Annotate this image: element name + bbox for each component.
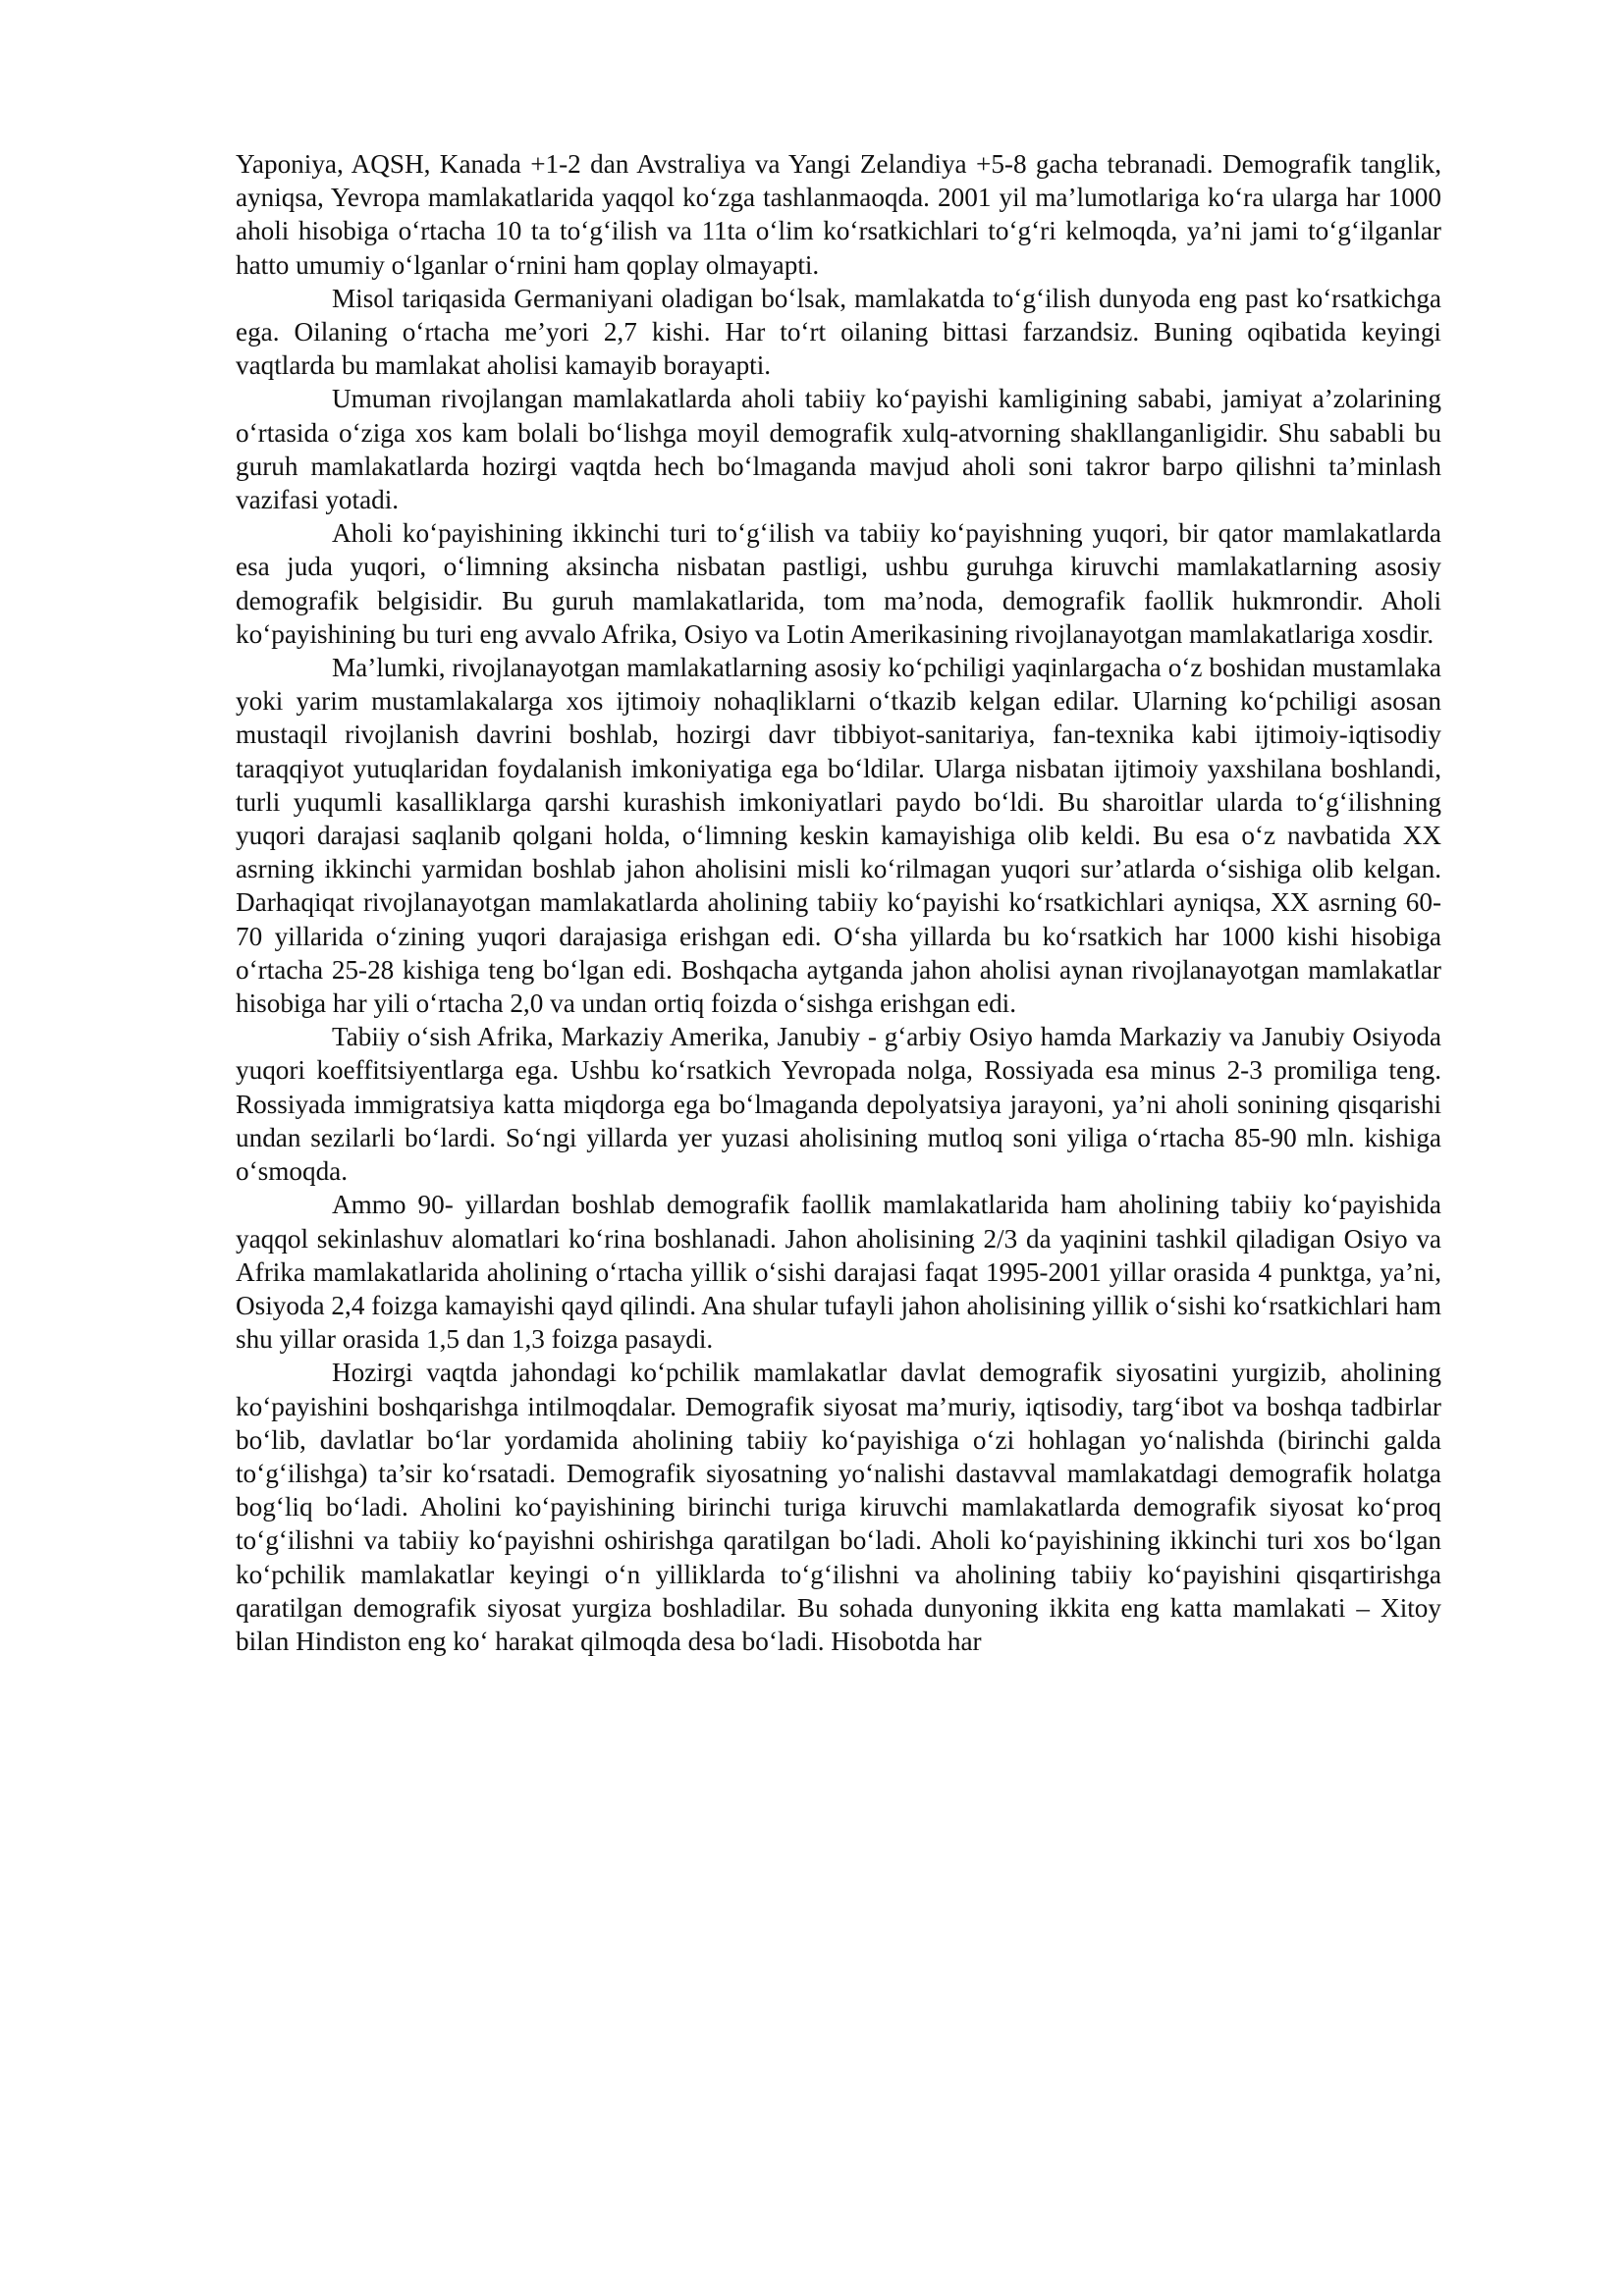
paragraph-6: Tabiiy o‘sish Afrika, Markaziy Amerika, Janubiy - g‘arbiy Osiyo hamda Markaziy va Janubiy Osiyoda yuqori koeffitsiyentlarga ega. Ushbu ko‘rsatkich Yevropada nolga, Rossiyada esa minus 2-3 promiliga teng. Rossiyada immigratsiya katta miqdorga ega bo‘lmaganda depolyatsiya jarayoni, ya’ni aholi sonining qisqarishi undan sezilarli bo‘lardi. So‘ngi yillarda yer yuzasi aholisining mutloq soni yiliga o‘rtacha 85-90 mln. kishiga o‘smoqda. (236, 1022, 1441, 1187)
paragraph-7: Ammo 90- yillardan boshlab demografik faollik mamlakatlarida ham aholining tabiiy ko‘payishida yaqqol sekinlashuv alomatlari ko‘rina boshlanadi. Jahon aholisining 2/3 da yaqinini tashkil qiladigan Osiyo va Afrika mamlakatlarida aholining o‘rtacha yillik o‘sishi darajasi faqat 1995-2001 yillar orasida 4 punktga, ya’ni, Osiyoda 2,4 foizga kamayishi qayd qilindi. Ana shular tufayli jahon aholisining yillik o‘sishi ko‘rsatkichlari ham shu yillar orasida 1,5 dan 1,3 foizga pasaydi. (236, 1190, 1441, 1355)
paragraph-2: Misol tariqasida Germaniyani oladigan bo‘lsak, mamlakatda to‘g‘ilish dunyoda eng past ko‘rsatkichga ega. Oilaning o‘rtacha me’yori 2,7 kishi. Har to‘rt oilaning bittasi farzandsiz. Buning oqibatida keyingi vaqtlarda bu mamlakat aholisi kamayib borayapti. (236, 283, 1441, 381)
paragraph-8: Hozirgi vaqtda jahondagi ko‘pchilik mamlakatlar davlat demografik siyosatini yurgizib, aholining ko‘payishini boshqarishga intilmoqdalar. Demografik siyosat ma’muriy, iqtisodiy, targ‘ibot va boshqa tadbirlar bo‘lib, davlatlar bo‘lar yordamida aholining tabiiy ko‘payishiga o‘zi hohlagan yo‘nalishda (birinchi galda to‘g‘ilishga) ta’sir ko‘rsatadi. Demografik siyosatning yo‘nalishi dastavval mamlakatdagi demografik holatga bog‘liq bo‘ladi. Aholini ko‘payishining birinchi turiga kiruvchi mamlakatlarda demografik siyosat ko‘proq to‘g‘ilishni va tabiiy ko‘payishni oshirishga qaratilgan bo‘ladi. Aholi ko‘payishining ikkinchi turi xos bo‘lgan ko‘pchilik mamlakatlar keyingi o‘n yilliklarda to‘g‘ilishni va aholining tabiiy ko‘payishini qisqartirishga qaratilgan demografik siyosat yurgiza boshladilar. Bu sohada dunyoning ikkita eng katta mamlakati – Xitoy bilan Hindiston eng ko‘ harakat qilmoqda desa bo‘ladi. Hisobotda har (236, 1358, 1441, 1656)
paragraph-5: Ma’lumki, rivojlanayotgan mamlakatlarning asosiy ko‘pchiligi yaqinlargacha o‘z boshidan mustamlaka yoki yarim mustamlakalarga xos ijtimoiy nohaqliklarni o‘tkazib kelgan edilar. Ularning ko‘pchiligi asosan mustaqil rivojlanish davrini boshlab, hozirgi davr tibbiyot-sanitariya, fan-texnika kabi ijtimoiy-iqtisodiy taraqqiyot yutuqlaridan foydalanish imkoniyatiga ega bo‘ldilar. Ularga nisbatan ijtimoiy yaxshilana boshlandi, turli yuqumli kasalliklarga qarshi kurashish imkoniyatlari paydo bo‘ldi. Bu sharoitlar ularda to‘g‘ilishning yuqori darajasi saqlanib qolgani holda, o‘limning keskin kamayishiga olib keldi. Bu esa o‘z navbatida XX asrning ikkinchi yarmidan boshlab jahon aholisini misli ko‘rilmagan yuqori sur’atlarda o‘sishiga olib kelgan. Darhaqiqat rivojlanayotgan mamlakatlarda aholining tabiiy ko‘payishi ko‘rsatkichlari ayniqsa, XX asrning 60-70 yillarida o‘zining yuqori darajasiga erishgan edi. O‘sha yillarda bu ko‘rsatkich har 1000 kishi hisobiga o‘rtacha 25-28 kishiga teng bo‘lgan edi. Boshqacha aytganda jahon aholisi aynan rivojlanayotgan mamlakatlar hisobiga har yili o‘rtacha 2,0 va undan ortiq foizda o‘sishga erishgan edi. (236, 653, 1441, 1019)
paragraph-3: Umuman rivojlangan mamlakatlarda aholi tabiiy ko‘payishi kamligining sababi, jamiyat a’zolarining o‘rtasida o‘ziga xos kam bolali bo‘lishga moyil demografik xulq-atvorning shakllanganligidir. Shu sababli bu guruh mamlakatlarda hozirgi vaqtda hech bo‘lmaganda mavjud aholi soni takror barpo qilishni ta’minlash vazifasi yotadi. (236, 384, 1441, 515)
paragraph-4: Aholi ko‘payishining ikkinchi turi to‘g‘ilish va tabiiy ko‘payishning yuqori, bir qator mamlakatlarda esa juda yuqori, o‘limning aksincha nisbatan pastligi, ushbu guruhga kiruvchi mamlakatlarning asosiy demografik belgisidir. Bu guruh mamlakatlarida, tom ma’noda, demografik faollik hukmrondir. Aholi ko‘payishining bu turi eng avvalo Afrika, Osiyo va Lotin Amerikasining rivojlanayotgan mamlakatlariga xosdir. (236, 518, 1441, 649)
document-page (236, 147, 1441, 1658)
paragraph-1: Yaponiya, AQSH, Kanada +1-2 dan Avstraliya va Yangi Zelandiya +5-8 gacha tebranadi. Demografik tanglik, ayniqsa, Yevropa mamlakatlarida yaqqol ko‘zga tashlanmaoqda. 2001 yil ma’lumotlariga ko‘ra ularga har 1000 aholi hisobiga o‘rtacha 10 ta to‘g‘ilish va 11ta o‘lim ko‘rsatkichlari to‘g‘ri kelmoqda, ya’ni jami to‘g‘ilganlar hatto umumiy o‘lganlar o‘rnini ham qoplay olmayapti. (236, 149, 1441, 280)
